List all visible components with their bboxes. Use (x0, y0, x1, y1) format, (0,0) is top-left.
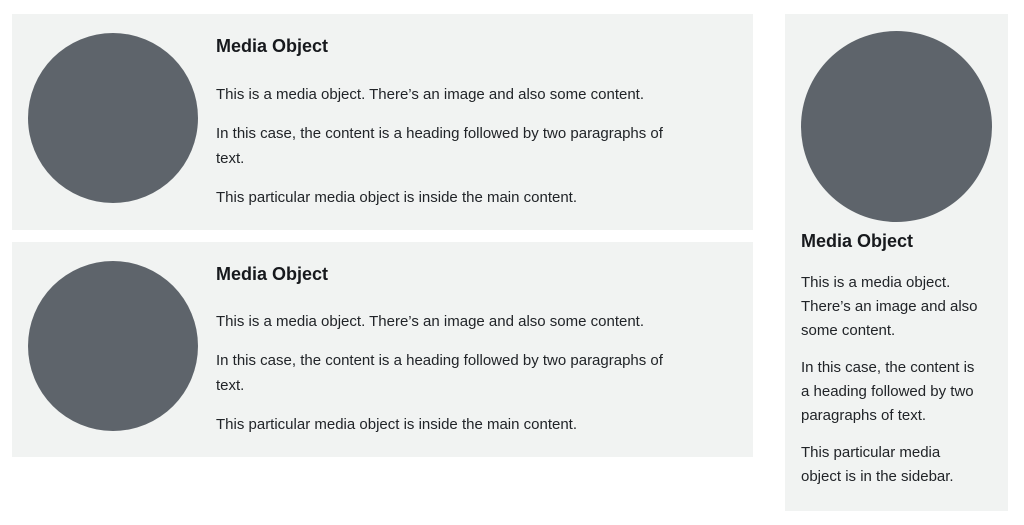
sidebar (785, 14, 1008, 511)
media-heading: Media Object (801, 231, 914, 251)
media-paragraph: In this case, the content is a heading followed by two paragraphs of text. (801, 358, 975, 424)
media-paragraph: This is a media object. There’s an image and also some content. (216, 85, 645, 103)
media-paragraph: This particular media object is in the sidebar. (801, 443, 954, 485)
media-image-wrapper (28, 261, 198, 431)
media-object-card-1 (12, 14, 753, 230)
media-paragraph: This particular media object is inside the main content. (216, 188, 578, 206)
media-image-wrapper (28, 33, 198, 203)
media-heading: Media Object (216, 263, 329, 284)
circle-image-placeholder (28, 261, 198, 431)
circle-image-placeholder (28, 33, 198, 203)
media-paragraph: In this case, the content is a heading followed by two paragraphs of text. (216, 124, 663, 167)
media-paragraph: This is a media object. There’s an image and also some content. (216, 313, 645, 331)
media-paragraph: This is a media object. There’s an image and also some content. (801, 273, 978, 339)
media-heading: Media Object (216, 36, 329, 56)
media-paragraph: In this case, the content is a heading followed by two paragraphs of text. (216, 352, 663, 395)
main-content (12, 14, 753, 457)
media-content-body (216, 33, 737, 210)
media-paragraph: This particular media object is inside the main content. (216, 416, 578, 434)
media-object-card-2 (12, 242, 753, 458)
media-object-card-sidebar (785, 14, 1008, 511)
circle-image-placeholder (801, 31, 992, 222)
media-content-body (216, 261, 737, 438)
